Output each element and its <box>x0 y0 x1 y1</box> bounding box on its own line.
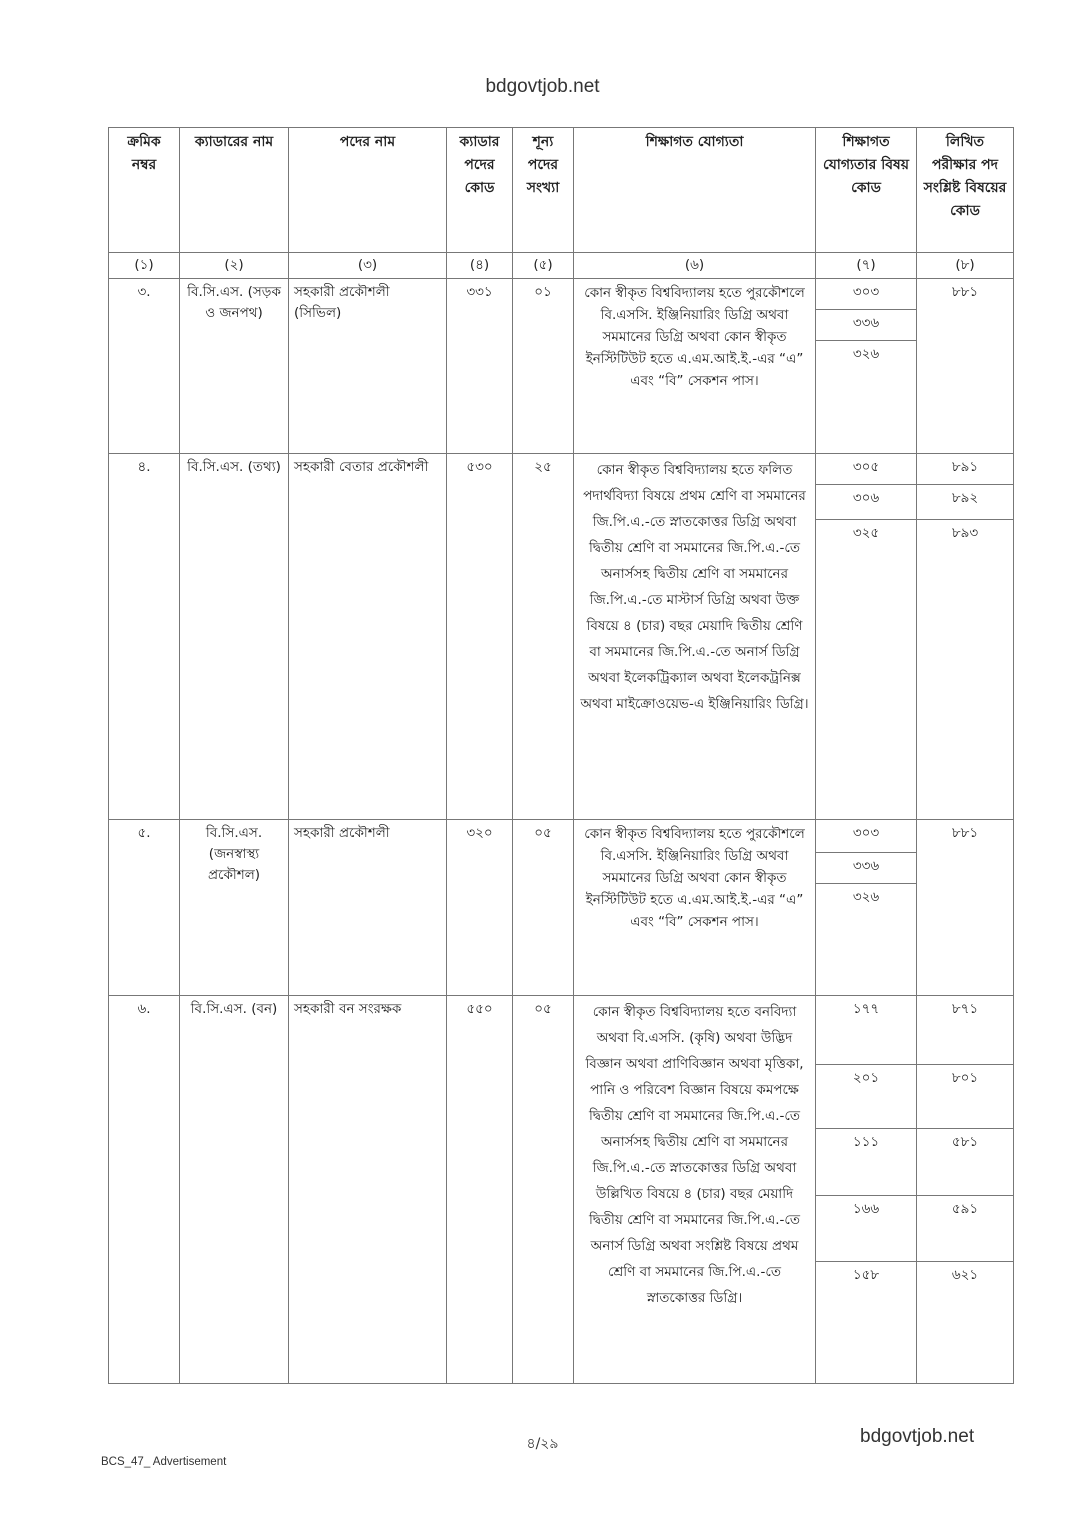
exam-code: ৫৮১ <box>917 1129 1013 1196</box>
cadre-cell: বি.সি.এস. (সড়ক ও জনপথ) <box>180 279 289 454</box>
subject-code: ৩২৬ <box>852 346 880 362</box>
qualification-cell: কোন স্বীকৃত বিশ্ববিদ্যালয় হতে ফলিত পদার্থবিদ্যা বিষয়ে প্রথম শ্রেণি বা সমমানের জি.পি.এ.-তে স্নাতকোত্তর ডিগ্রি অথবা দ্বিতীয় শ্রেণি বা সমমানের জি.পি.এ.-তে অনার্সসহ দ্বিতীয় শ্রেণি বা সমমানের জি.পি.এ.-তে মাস্টার্স ডিগ্রি অথবা উক্ত বিষয়ে ৪ (চার) বছর মেয়াদি দ্বিতীয় শ্রেণি বা সমমানের জি.পি.এ.-তে অনার্স ডিগ্রি অথবা ইলেকট্রিক্যাল অথবা ইলেকট্রনিক্স অথবা মাইক্রোওয়েভ-এ ইঞ্জিনিয়ারিং ডিগ্রি। <box>574 454 816 820</box>
document-label: BCS_47_ Advertisement <box>101 1456 227 1468</box>
col-number: (৫) <box>513 253 574 279</box>
cadre-vacancy-table <box>108 127 1014 1384</box>
site-watermark-bottom: bdgovtjob.net <box>860 1426 975 1447</box>
subject-code: ৩২৬ <box>852 889 880 905</box>
vacancies-cell: ০৫ <box>513 820 574 996</box>
col-number: (২) <box>180 253 289 279</box>
vacancies-cell: ০৫ <box>513 996 574 1384</box>
exam-code: ৮৭১ <box>917 996 1013 1065</box>
col-header-subject-code: শিক্ষাগত যোগ্যতার বিষয় কোড <box>816 128 917 253</box>
exam-code: ৮০১ <box>917 1065 1013 1129</box>
serial-cell: ৪. <box>109 454 180 820</box>
col-number: (১) <box>109 253 180 279</box>
cadre-cell: বি.সি.এস. (বন) <box>180 996 289 1384</box>
exam-code: ৫৯১ <box>917 1196 1013 1262</box>
subject-code: ১৭৭ <box>816 996 916 1065</box>
col-number: (৮) <box>917 253 1014 279</box>
subject-codes-cell <box>816 454 917 820</box>
column-number-row <box>109 253 1014 279</box>
subject-code: ৩৩৬ <box>816 853 916 884</box>
serial-cell: ৫. <box>109 820 180 996</box>
table-row <box>109 279 1014 454</box>
serial-cell: ৩. <box>109 279 180 454</box>
exam-code: ৮৯৩ <box>951 525 979 541</box>
subject-code: ৩০৩ <box>816 279 916 310</box>
post-code-cell: ৩৩১ <box>447 279 513 454</box>
col-header-serial: ক্রমিক নম্বর <box>109 128 180 253</box>
post-cell: সহকারী প্রকৌশলী <box>289 820 447 996</box>
col-number: (৩) <box>289 253 447 279</box>
vacancies-cell: ০১ <box>513 279 574 454</box>
subject-codes-cell <box>816 279 917 454</box>
page-number: ৪/২৯ <box>526 1436 559 1452</box>
subject-code: ৩০৩ <box>816 820 916 853</box>
post-code-cell: ৩২০ <box>447 820 513 996</box>
cadre-cell: বি.সি.এস. (তথ্য) <box>180 454 289 820</box>
qualification-cell: কোন স্বীকৃত বিশ্ববিদ্যালয় হতে পুরকৌশলে বি.এসসি. ইঞ্জিনিয়ারিং ডিগ্রি অথবা সমমানের ডিগ্রি অথবা কোন স্বীকৃত ইনস্টিটিউট হতে এ.এম.আই.ই.-এর “এ” এবং “বি” সেকশন পাস। <box>574 820 816 996</box>
exam-codes-cell <box>917 996 1014 1384</box>
header-row <box>109 128 1014 253</box>
subject-codes-cell <box>816 820 917 996</box>
post-cell: সহকারী বেতার প্রকৌশলী <box>289 454 447 820</box>
col-number: (৭) <box>816 253 917 279</box>
col-header-post-code: ক্যাডার পদের কোড <box>447 128 513 253</box>
exam-codes-cell <box>917 820 1014 996</box>
col-header-qualification: শিক্ষাগত যোগ্যতা <box>574 128 816 253</box>
subject-codes-cell <box>816 996 917 1384</box>
col-header-cadre: ক্যাডারের নাম <box>180 128 289 253</box>
site-watermark-top: bdgovtjob.net <box>485 76 600 97</box>
col-header-post: পদের নাম <box>289 128 447 253</box>
col-header-exam-code: লিখিত পরীক্ষার পদ সংশ্লিষ্ট বিষয়ের কোড <box>917 128 1014 253</box>
exam-code: ৮৮১ <box>951 825 979 841</box>
exam-code: ৮৯১ <box>917 454 1013 485</box>
exam-code: ৬২১ <box>951 1267 979 1283</box>
subject-code: ১৬৬ <box>816 1196 916 1262</box>
exam-codes-cell <box>917 279 1014 454</box>
table-row <box>109 820 1014 996</box>
exam-codes-cell <box>917 454 1014 820</box>
subject-code: ৩০৫ <box>816 454 916 485</box>
exam-code: ৮৮১ <box>951 284 979 300</box>
post-cell: সহকারী বন সংরক্ষক <box>289 996 447 1384</box>
qualification-cell: কোন স্বীকৃত বিশ্ববিদ্যালয় হতে পুরকৌশলে বি.এসসি. ইঞ্জিনিয়ারিং ডিগ্রি অথবা সমমানের ডিগ্রি অথবা কোন স্বীকৃত ইনস্টিটিউট হতে এ.এম.আই.ই.-এর “এ” এবং “বি” সেকশন পাস। <box>574 279 816 454</box>
subject-code: ১৫৮ <box>852 1267 880 1283</box>
subject-code: ১১১ <box>816 1129 916 1196</box>
vacancies-cell: ২৫ <box>513 454 574 820</box>
exam-code: ৮৯২ <box>917 485 1013 520</box>
subject-code: ৩৩৬ <box>816 310 916 341</box>
subject-code: ২০১ <box>816 1065 916 1129</box>
table-row <box>109 996 1014 1384</box>
col-number: (৪) <box>447 253 513 279</box>
serial-cell: ৬. <box>109 996 180 1384</box>
post-cell: সহকারী প্রকৌশলী (সিভিল) <box>289 279 447 454</box>
post-code-cell: ৫৫০ <box>447 996 513 1384</box>
table-row <box>109 454 1014 820</box>
qualification-cell: কোন স্বীকৃত বিশ্ববিদ্যালয় হতে বনবিদ্যা অথবা বি.এসসি. (কৃষি) অথবা উদ্ভিদ বিজ্ঞান অথবা প্রাণিবিজ্ঞান অথবা মৃত্তিকা, পানি ও পরিবেশ বিজ্ঞান বিষয়ে কমপক্ষে দ্বিতীয় শ্রেণি বা সমমানের জি.পি.এ.-তে অনার্সসহ দ্বিতীয় শ্রেণি বা সমমানের জি.পি.এ.-তে স্নাতকোত্তর ডিগ্রি অথবা উল্লিখিত বিষয়ে ৪ (চার) বছর মেয়াদি দ্বিতীয় শ্রেণি বা সমমানের জি.পি.এ.-তে অনার্স ডিগ্রি অথবা সংশ্লিষ্ট বিষয়ে প্রথম শ্রেণি বা সমমানের জি.পি.এ.-তে স্নাতকোত্তর ডিগ্রি। <box>574 996 816 1384</box>
subject-code: ৩০৬ <box>816 485 916 520</box>
col-header-vacancies: শূন্য পদের সংখ্যা <box>513 128 574 253</box>
post-code-cell: ৫৩০ <box>447 454 513 820</box>
col-number: (৬) <box>574 253 816 279</box>
subject-code: ৩২৫ <box>852 525 880 541</box>
cadre-cell: বি.সি.এস. (জনস্বাস্থ্য প্রকৌশল) <box>180 820 289 996</box>
